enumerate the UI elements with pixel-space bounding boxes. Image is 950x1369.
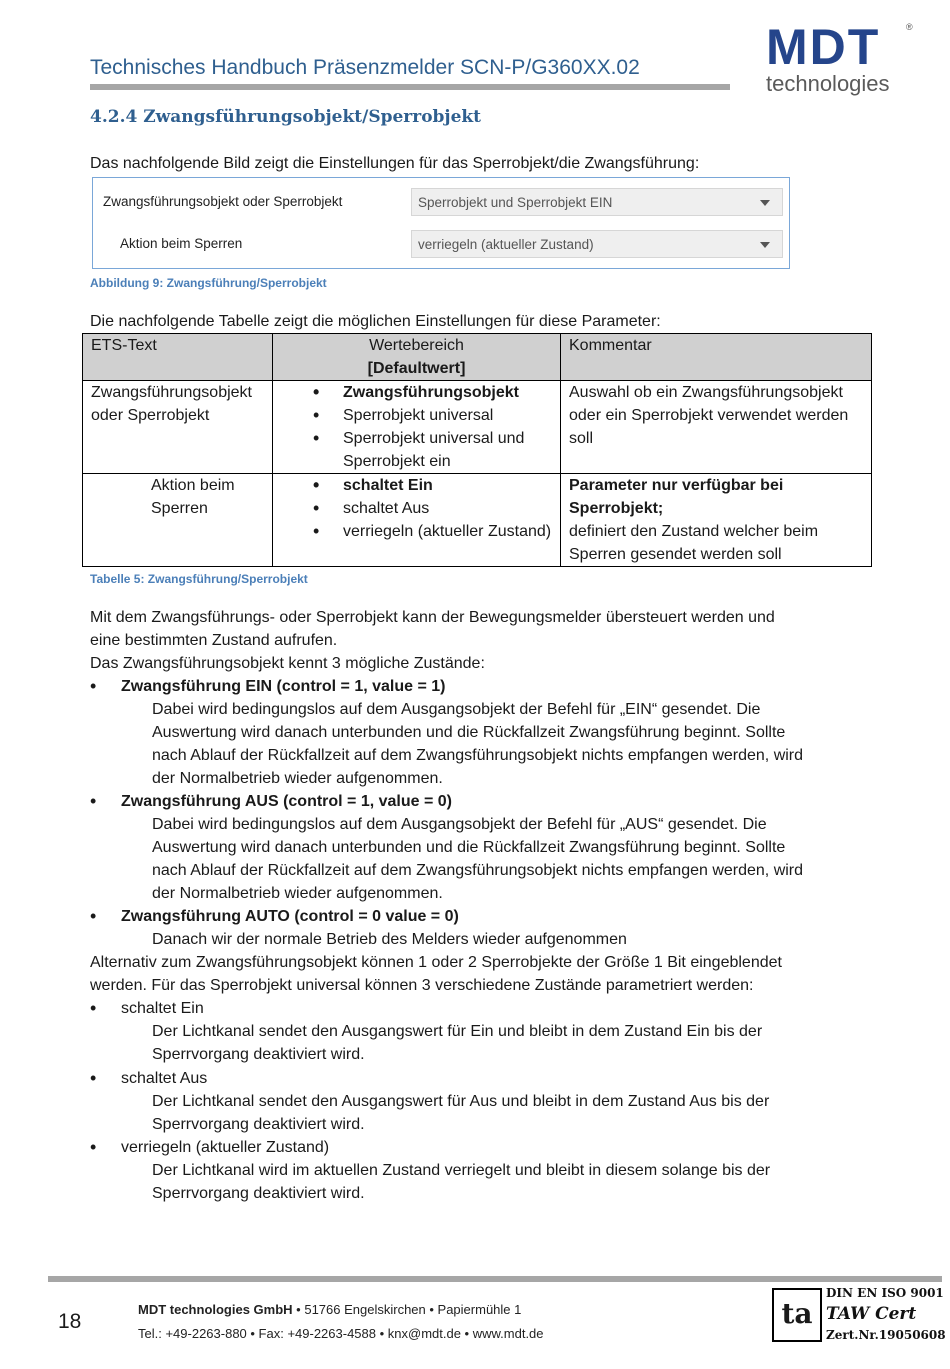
bullet-icon: • — [90, 1068, 97, 1088]
document-title: Technisches Handbuch Präsenzmelder SCN-P/G360XX.02 — [90, 56, 640, 79]
footer-contact: Tel.: +49-2263-880 • Fax: +49-2263-4588 • knx@mdt.de • www.mdt.de — [138, 1326, 544, 1341]
paragraph-line: werden. Für das Sperrobjekt universal können 3 verschiedene Zustände parametriert werden: — [90, 977, 754, 994]
paragraph-line: Auswertung wird danach unterbunden und die Rückfallzeit Zwangsführung beginnt. Sollte — [152, 724, 786, 741]
footer-address — [138, 1302, 521, 1317]
cell-options — [273, 381, 561, 474]
cell-ets-text: Aktion beim Sperren — [83, 474, 273, 567]
paragraph-line: der Normalbetrieb wieder aufgenommen. — [152, 770, 443, 787]
header-value-range — [273, 334, 561, 381]
paragraph-line: eine bestimmten Zustand aufrufen. — [90, 632, 338, 649]
chevron-down-icon — [760, 242, 770, 248]
list-item-title: Zwangsführung EIN (control = 1, value = 1) — [121, 678, 446, 695]
bullet-icon: • — [90, 906, 97, 926]
company-name: MDT technologies GmbH — [138, 1302, 293, 1317]
registered-mark: ® — [906, 22, 913, 32]
option-item: • Sperrobjekt universal — [343, 404, 552, 427]
bullet-icon: • — [90, 676, 97, 696]
paragraph-line: Der Lichtkanal wird im aktuellen Zustand verriegelt und bleibt in diesem solange bis der — [152, 1162, 771, 1179]
paragraph-line: Der Lichtkanal sendet den Ausgangswert für Aus und bleibt in dem Zustand Aus bis der — [152, 1093, 770, 1110]
table-header-row — [83, 334, 872, 381]
figure-caption: Abbildung 9: Zwangsführung/Sperrobjekt — [90, 276, 327, 290]
cell-options — [273, 474, 561, 567]
option-item: • verriegeln (aktueller Zustand) — [343, 520, 552, 543]
paragraph-line: Der Lichtkanal sendet den Ausgangswert für Ein und bleibt in dem Zustand Ein bis der — [152, 1023, 763, 1040]
chevron-down-icon — [760, 200, 770, 206]
list-item-title: Zwangsführung AUS (control = 1, value = 0) — [121, 793, 453, 810]
footer-divider — [48, 1276, 942, 1282]
paragraph-line: Dabei wird bedingungslos auf dem Ausgangsobjekt der Befehl für „AUS“ gesendet. Die — [152, 816, 767, 833]
header-default-label: [Defaultwert] — [367, 360, 466, 377]
header-ets-text: ETS-Text — [83, 334, 273, 381]
logo-subtitle: technologies — [766, 71, 890, 96]
cell-ets-text: Zwangsführungsobjekt oder Sperrobjekt — [83, 381, 273, 474]
table-caption: Tabelle 5: Zwangsführung/Sperrobjekt — [90, 572, 308, 586]
option-item: • schaltet Aus — [343, 497, 552, 520]
paragraph-line: Sperrvorgang deaktiviert wird. — [152, 1116, 365, 1133]
lock-action-dropdown[interactable] — [411, 230, 783, 258]
paragraph-line: Sperrvorgang deaktiviert wird. — [152, 1046, 365, 1063]
paragraph-line: der Normalbetrieb wieder aufgenommen. — [152, 885, 443, 902]
section-intro: Das nachfolgende Bild zeigt die Einstellungen für das Sperrobjekt/die Zwangsführung: — [90, 155, 700, 172]
paragraph-line: Alternativ zum Zwangsführungsobjekt können 1 oder 2 Sperrobjekte der Größe 1 Bit eingeblendet — [90, 954, 782, 971]
certification-logo: ta — [772, 1288, 822, 1342]
paragraph-line: Das Zwangsführungsobjekt kennt 3 mögliche Zustände: — [90, 655, 485, 672]
paragraph-line: Sperrvorgang deaktiviert wird. — [152, 1185, 365, 1202]
comment-text: definiert den Zustand welcher beim Sperren gesendet werden soll — [569, 523, 819, 563]
bullet-icon: • — [90, 998, 97, 1018]
paragraph-line: Mit dem Zwangsführungs- oder Sperrobjekt kann der Bewegungsmelder übersteuert werden und — [90, 609, 775, 626]
lock-action-value: verriegeln (aktueller Zustand) — [418, 237, 594, 252]
setting-label-action: Aktion beim Sperren — [120, 236, 243, 251]
paragraph-line: Danach wir der normale Betrieb des Melders wieder aufgenommen — [152, 931, 627, 948]
company-address: • 51766 Engelskirchen • Papiermühle 1 — [292, 1302, 522, 1317]
cert-number: Zert.Nr.19050608 — [826, 1328, 946, 1342]
comment-note: Parameter nur verfügbar bei Sperrobjekt; — [569, 477, 784, 517]
setting-label-object: Zwangsführungsobjekt oder Sperrobjekt — [103, 194, 343, 209]
bullet-icon: • — [90, 791, 97, 811]
section-heading: 4.2.4 Zwangsführungsobjekt/Sperrobjekt — [90, 107, 482, 127]
mdt-logo — [766, 19, 916, 98]
cert-standard: DIN EN ISO 9001 — [826, 1286, 944, 1300]
header-divider — [90, 84, 730, 90]
option-item: • Zwangsführungsobjekt — [343, 381, 552, 404]
cell-comment: Auswahl ob ein Zwangsführungsobjekt oder ein Sperrobjekt verwendet werden soll — [561, 381, 872, 474]
paragraph-line: nach Ablauf der Rückfallzeit auf dem Zwangsführungsobjekt nichts empfangen werden, wird — [152, 862, 804, 879]
page-number: 18 — [58, 1310, 82, 1333]
option-item: • Sperrobjekt universal und Sperrobjekt ein — [343, 427, 552, 473]
header-value-range-label: Wertebereich — [369, 337, 464, 354]
paragraph-line: Dabei wird bedingungslos auf dem Ausgangsobjekt der Befehl für „EIN“ gesendet. Die — [152, 701, 761, 718]
list-item-title: Zwangsführung AUTO (control = 0 value = 0) — [121, 908, 459, 925]
table-row — [83, 474, 872, 567]
option-item: • schaltet Ein — [343, 474, 552, 497]
cert-issuer: TAW Cert — [826, 1304, 917, 1324]
object-type-dropdown[interactable] — [411, 188, 783, 216]
logo-wordmark: MDT — [766, 19, 881, 75]
list-item-title: verriegeln (aktueller Zustand) — [121, 1139, 330, 1156]
table-intro: Die nachfolgende Tabelle zeigt die möglichen Einstellungen für diese Parameter: — [90, 313, 661, 330]
header-comment: Kommentar — [561, 334, 872, 381]
table-row — [83, 381, 872, 474]
settings-panel — [92, 177, 790, 269]
paragraph-line: Auswertung wird danach unterbunden und die Rückfallzeit Zwangsführung beginnt. Sollte — [152, 839, 786, 856]
bullet-icon: • — [90, 1137, 97, 1157]
paragraph-line: nach Ablauf der Rückfallzeit auf dem Zwangsführungsobjekt nichts empfangen werden, wird — [152, 747, 804, 764]
list-item-title: schaltet Aus — [121, 1070, 208, 1087]
cell-comment — [561, 474, 872, 567]
list-item-title: schaltet Ein — [121, 1000, 204, 1017]
parameter-table — [82, 333, 872, 567]
object-type-value: Sperrobjekt und Sperrobjekt EIN — [418, 195, 613, 210]
